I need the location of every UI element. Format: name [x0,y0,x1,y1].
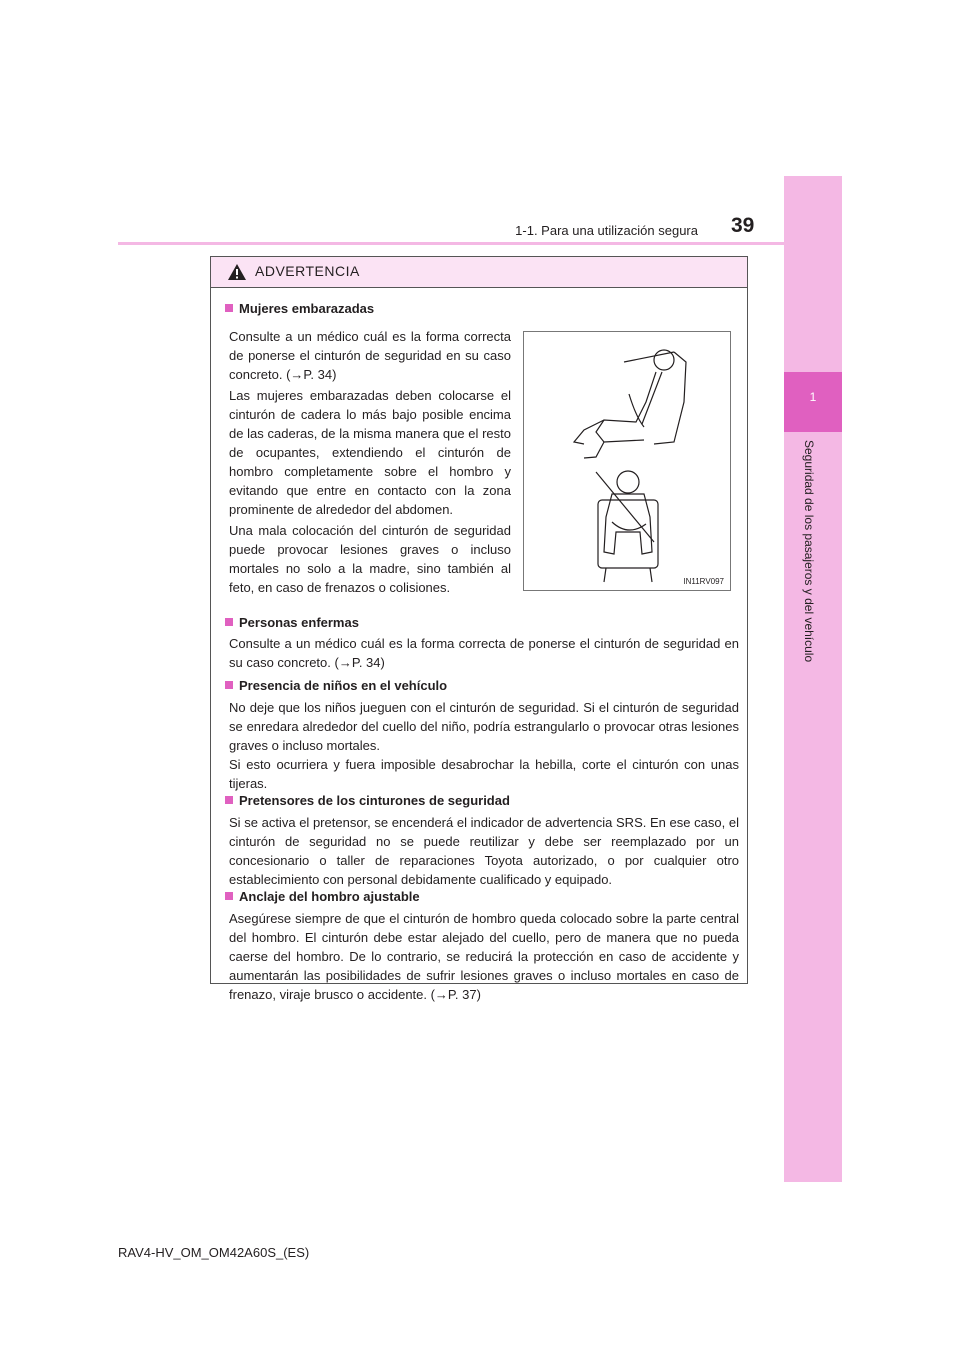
bullet-square-icon [225,618,233,626]
paragraph: Consulte a un médico cuál es la forma correcta de ponerse el cinturón de seguridad en su caso concreto. (→P. 34) [229,329,511,382]
section-heading-pregnant: Mujeres embarazadas [225,301,374,316]
chapter-number: 1 [809,390,817,404]
bullet-square-icon [225,304,233,312]
warning-box [210,256,748,1002]
section-heading-anchor: Anclaje del hombro ajustable [225,889,420,904]
paragraph: Una mala colocación del cinturón de seguridad puede provocar lesiones graves o incluso mortales no solo a la madre, sino también al feto, en caso de frenazos o colisiones. [229,523,511,595]
paragraph: Consulte a un médico cuál es la forma correcta de ponerse el cinturón de seguridad en su caso concreto. (→P. 34) [229,636,739,670]
document-code: RAV4-HV_OM_OM42A60S_(ES) [118,1245,310,1260]
paragraph: Asegúrese siempre de que el cinturón de hombro queda colocado sobre la parte central del hombro. El cinturón debe estar alejado del cuello, pero de manera que no pueda caerse del hombro. De lo contrario, se reducirá la protección en caso de accidente y aumentarán las posibilidades de sufrir lesiones graves o incluso mortales en caso de frenazo, viraje brusco o accidente. (→P. 37) [229,911,739,1002]
warning-triangle-icon [227,263,247,281]
chapter-number-tab [784,372,842,432]
paragraph: Si esto ocurriera y fuera imposible desabrochar la hebilla, corte el cinturón con unas tijeras. [229,757,739,791]
page-number: 39 [731,214,755,237]
paragraph: Las mujeres embarazadas deben colocarse el cinturón de cadera lo más bajo posible encima de las caderas, de la misma manera que el resto de ocupantes, extendiendo el cinturón de hombro completamente sobre el hombro y evitando que entre en contacto con la zona prominente de alrededor del abdomen. [229,388,511,517]
bullet-square-icon [225,796,233,804]
header-rule [118,242,784,245]
bullet-square-icon [225,892,233,900]
figure-code: IN11RV097 [683,577,724,586]
chapter-title: Seguridad de los pasajeros y del vehículo [802,440,816,663]
paragraph: Si se activa el pretensor, se encenderá el indicador de advertencia SRS. En ese caso, el cinturón de seguridad no se puede reutilizar y debe ser reemplazado por un concesionario o taller de reparaciones Toyota autorizado, o por cualquier otro establecimiento con personal debidamente cualificado y equipado. [229,815,739,887]
paragraph: No deje que los niños jueguen con el cinturón de seguridad. Si el cinturón de seguridad se enredara alrededor del cuello del niño, podría estrangularlo o provocar otras lesiones graves o incluso mortales. [229,700,739,753]
bullet-square-icon [225,681,233,689]
section-heading-children: Presencia de niños en el vehículo [225,678,447,693]
seatbelt-illustration-image [524,332,730,590]
warning-header [211,257,747,288]
section-heading-pretensioners: Pretensores de los cinturones de seguridad [225,793,510,808]
section-heading-sick: Personas enfermas [225,615,359,630]
section-title: 1-1. Para una utilización segura [515,223,698,238]
pregnant-seatbelt-illustration [523,331,731,591]
warning-title: ADVERTENCIA [255,263,360,279]
